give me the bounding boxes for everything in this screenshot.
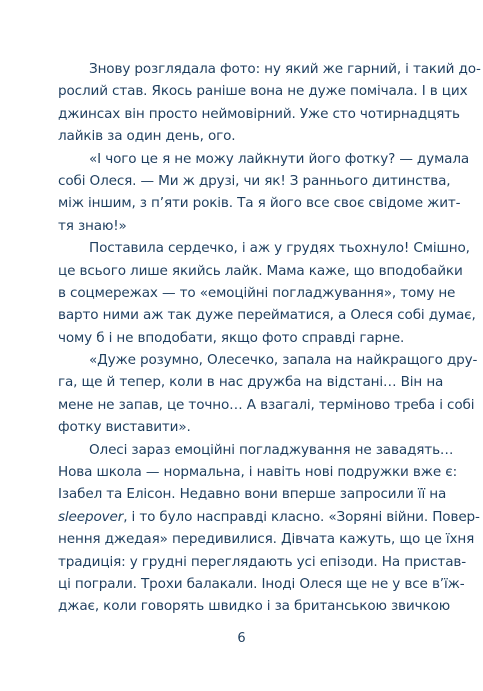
text-line: між іншим, з п’яти років. Та я його все своє свідоме жит- xyxy=(58,195,461,212)
text-line: Олесі зараз емоційні погладжування не завадять… xyxy=(89,441,454,458)
text-line: традиція: у грудні переглядають усі епізоди. На пристав- xyxy=(58,553,466,570)
text-line: Нова школа — нормальна, і навіть нові подружки вже є: xyxy=(58,464,457,481)
text-line: джинсах він просто неймовірний. Уже сто чотирнадцять xyxy=(58,105,460,122)
text-line: рослий став. Якось раніше вона не дуже помічала. І в цих xyxy=(58,83,468,100)
text-line: в соцмережах — то «емоційні погладжування», тому не xyxy=(58,284,456,301)
text-line: Ізабел та Елісон. Недавно вони вперше запросили її на xyxy=(58,486,447,503)
text-line: «І чого це я не можу лайкнути його фотку? — думала xyxy=(89,150,470,167)
page-number: 6 xyxy=(237,631,246,646)
text-line: тя знаю!» xyxy=(58,217,127,234)
body-text xyxy=(58,58,481,618)
text-line: га, ще й тепер, коли в нас дружба на відстані… Він на xyxy=(58,374,444,391)
text-line: собі Олеся. — Ми ж друзі, чи як! З раннього дитинства, xyxy=(58,172,451,189)
text-line: мене не запав, це точно… А взагалі, терміново треба і собі xyxy=(58,396,475,413)
text-line: «Дуже розумно, Олесечко, запала на найкращого дру- xyxy=(89,352,478,369)
text-line: варто ними аж так дуже перейматися, а Олеся собі думає, xyxy=(58,307,476,324)
text-line: чому б і не вподобати, якщо фото справді гарне. xyxy=(58,329,405,346)
text-line: це всього лише якийсь лайк. Мама каже, що вподобайки xyxy=(58,262,463,279)
text-line: джає, коли говорять швидко і за британською звичкою xyxy=(58,598,450,615)
text-line: лайків за один день, ого. xyxy=(58,128,236,145)
text-line: Знову розглядала фото: ну який же гарний, і такий до- xyxy=(89,61,481,77)
text-line: ці пограли. Трохи балакали. Іноді Олеся ще не у все в’їж- xyxy=(58,575,465,592)
text-line: Поставила сердечко, і аж у грудях тьохнуло! Смішно, xyxy=(89,240,470,257)
text-line-with-italic: sleepover, і то було насправді класно. «Зоряні війни. Повер- xyxy=(58,508,480,525)
text-line: фотку виставити». xyxy=(58,419,191,436)
text-line: нення джедая» передивилися. Дівчата кажуть, що це їхня xyxy=(58,531,475,548)
italic-word: sleepover xyxy=(58,508,124,525)
